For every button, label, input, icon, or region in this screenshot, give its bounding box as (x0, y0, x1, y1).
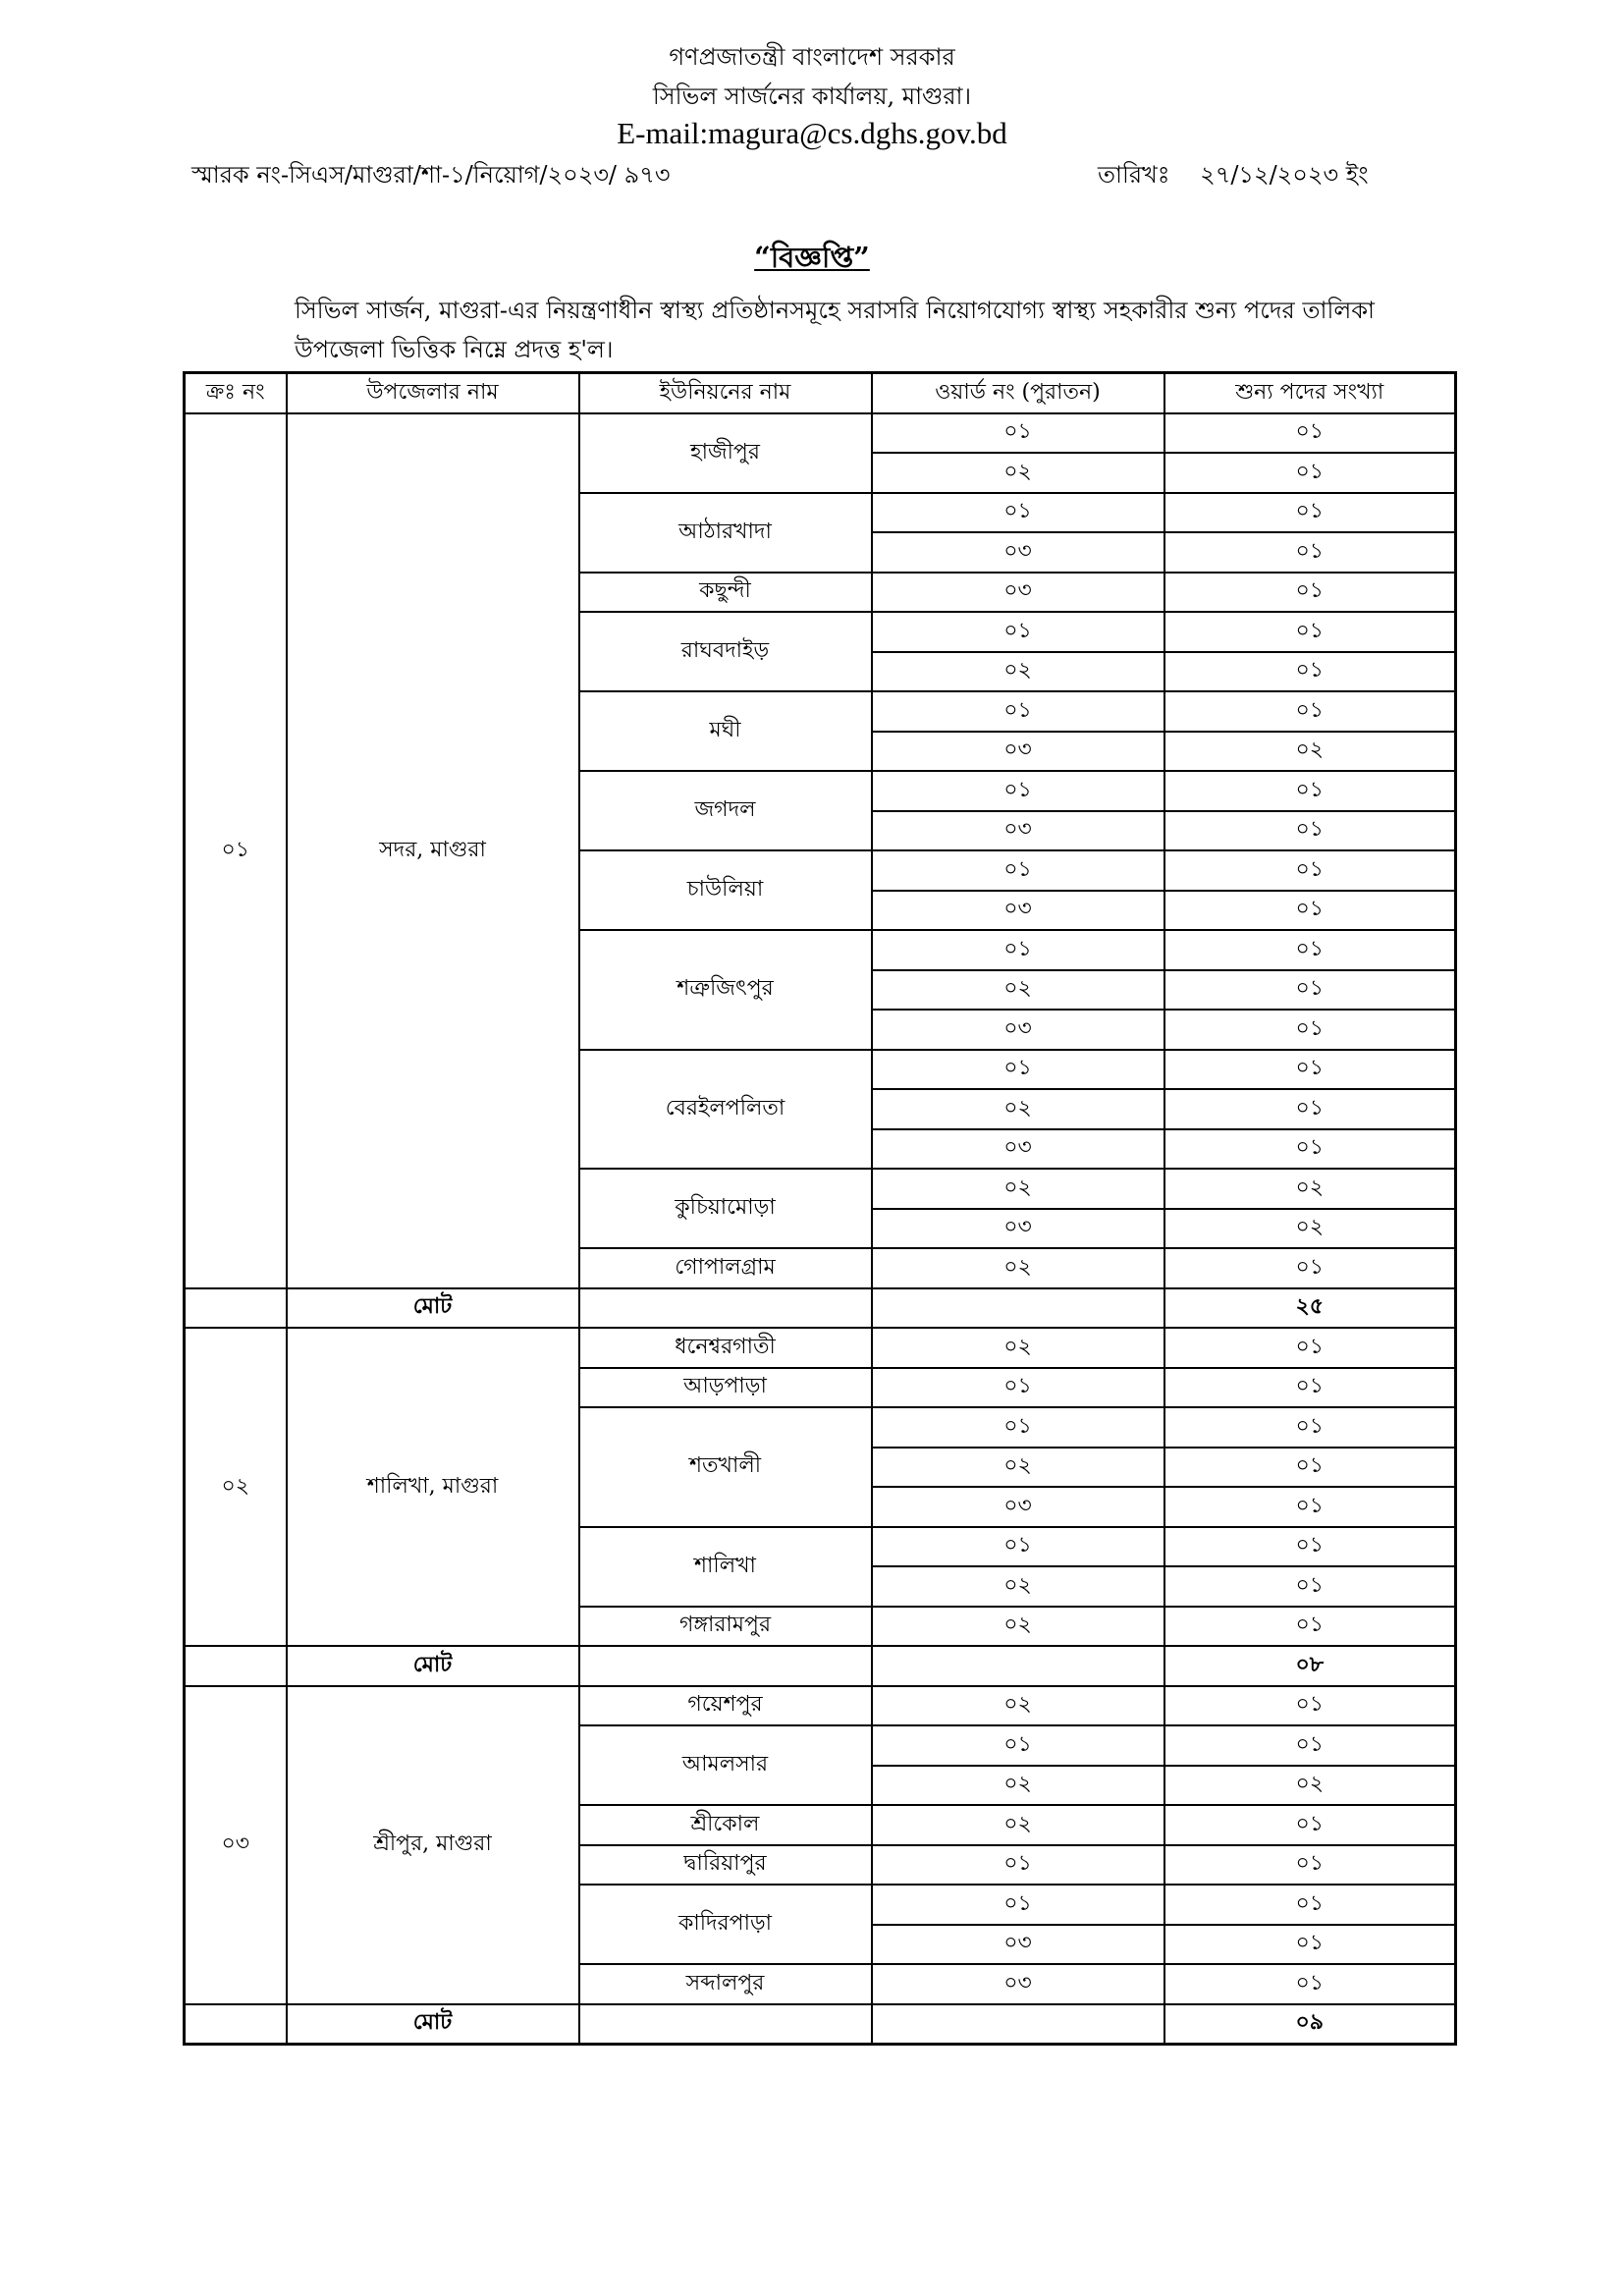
vacancy-cell: ০১ (1164, 1964, 1456, 2004)
vacancy-cell: ০১ (1164, 1725, 1456, 1766)
table-row (185, 413, 1456, 454)
ward-cell: ০১ (872, 1368, 1164, 1408)
vacancy-cell: ০১ (1164, 1566, 1456, 1607)
ward-cell: ০৩ (872, 1010, 1164, 1050)
union-cell: আড়পাড়া (579, 1368, 872, 1408)
total-empty-cell (185, 2004, 287, 2045)
ward-cell: ০১ (872, 691, 1164, 732)
vacancy-cell: ০১ (1164, 811, 1456, 851)
ward-cell: ০৩ (872, 1487, 1164, 1527)
vacancy-cell: ০১ (1164, 652, 1456, 692)
ward-cell: ০৩ (872, 1925, 1164, 1965)
table-row (185, 1328, 1456, 1368)
header-union: ইউনিয়নের নাম (579, 373, 872, 413)
ward-cell: ০২ (872, 1805, 1164, 1845)
government-name: গণপ্রজাতন্ত্রী বাংলাদেশ সরকার (669, 43, 955, 71)
header-ward: ওয়ার্ড নং (পুরাতন) (872, 373, 1164, 413)
union-cell: গোপালগ্রাম (579, 1248, 872, 1288)
ward-cell: ০২ (872, 1607, 1164, 1647)
ward-cell: ০১ (872, 930, 1164, 970)
issue-date: তারিখঃ ২৭/১২/২০২৩ ইং (1098, 161, 1369, 189)
total-row (185, 1646, 1456, 1686)
vacancy-cell: ০২ (1164, 1766, 1456, 1806)
upazila-cell: শালিখা, মাগুরা (287, 1328, 579, 1646)
union-cell: কছুন্দী (579, 573, 872, 613)
vacancy-cell: ০১ (1164, 493, 1456, 533)
upazila-cell: সদর, মাগুরা (287, 413, 579, 1288)
notice-title-text: “বিজ্ঞপ্তি” (754, 241, 870, 274)
union-cell: বেরইলপলিতা (579, 1050, 872, 1170)
total-label: মোট (287, 1646, 579, 1686)
vacancy-cell: ০১ (1164, 1607, 1456, 1647)
vacancy-cell: ০১ (1164, 771, 1456, 811)
vacancy-cell: ০১ (1164, 1925, 1456, 1965)
notice-paragraph: সিভিল সার্জন, মাগুরা-এর নিয়ন্ত্রণাধীন স্বাস্থ্য প্রতিষ্ঠানসমূহে সরাসরি নিয়োগযোগ্য স্বাস্থ্য সহকারীর শুন্য পদের তালিকা উপজেলা ভিত্তিক নিম্নে প্রদত্ত হ'ল। (295, 297, 1375, 363)
serial-cell: ০১ (185, 413, 287, 1288)
union-cell: গঙ্গারামপুর (579, 1607, 872, 1647)
total-empty-cell (872, 1646, 1164, 1686)
vacancy-cell: ০১ (1164, 1089, 1456, 1129)
union-cell: আঠারখাদা (579, 493, 872, 573)
ward-cell: ০১ (872, 850, 1164, 891)
ward-cell: ০২ (872, 1766, 1164, 1806)
vacancy-cell: ০১ (1164, 1368, 1456, 1408)
total-empty-cell (872, 2004, 1164, 2045)
ward-cell: ০২ (872, 1448, 1164, 1488)
total-empty-cell (872, 1288, 1164, 1329)
total-empty-cell (185, 1288, 287, 1329)
vacancy-cell: ০১ (1164, 453, 1456, 493)
vacancy-cell: ০১ (1164, 1527, 1456, 1567)
ward-cell: ০১ (872, 1050, 1164, 1090)
ward-cell: ০২ (872, 1328, 1164, 1368)
union-cell: সব্দালপুর (579, 1964, 872, 2004)
ward-cell: ০২ (872, 1248, 1164, 1288)
vacancy-cell: ০১ (1164, 1885, 1456, 1925)
vacancy-cell: ০১ (1164, 612, 1456, 652)
ward-cell: ০৩ (872, 891, 1164, 931)
vacancy-cell: ০১ (1164, 1686, 1456, 1726)
union-cell: শালিখা (579, 1527, 872, 1607)
header-upazila: উপজেলার নাম (287, 373, 579, 413)
union-cell: আমলসার (579, 1725, 872, 1805)
header-serial: ক্রঃ নং (185, 373, 287, 413)
vacancy-cell: ০১ (1164, 1487, 1456, 1527)
union-cell: চাউলিয়া (579, 850, 872, 930)
office-name: সিভিল সার্জনের কার্যালয়, মাগুরা। (652, 82, 972, 110)
total-row (185, 1288, 1456, 1329)
vacancy-table-body (185, 413, 1456, 2045)
ward-cell: ০৩ (872, 811, 1164, 851)
union-cell: শত্রুজিৎপুর (579, 930, 872, 1050)
total-label: মোট (287, 1288, 579, 1329)
upazila-cell: শ্রীপুর, মাগুরা (287, 1686, 579, 2004)
vacancy-cell: ০১ (1164, 1010, 1456, 1050)
ward-cell: ০৩ (872, 1209, 1164, 1249)
vacancy-cell: ০১ (1164, 691, 1456, 732)
total-empty-cell (579, 2004, 872, 2045)
vacancy-cell: ০১ (1164, 891, 1456, 931)
serial-cell: ০২ (185, 1328, 287, 1646)
vacancy-cell: ০২ (1164, 1169, 1456, 1209)
total-label: মোট (287, 2004, 579, 2045)
ward-cell: ০৩ (872, 573, 1164, 613)
vacancy-cell: ০১ (1164, 413, 1456, 454)
header-vacancies: শুন্য পদের সংখ্যা (1164, 373, 1456, 413)
ward-cell: ০৩ (872, 1129, 1164, 1170)
ward-cell: ০৩ (872, 732, 1164, 772)
vacancy-cell: ০১ (1164, 573, 1456, 613)
notice-title (0, 236, 1624, 284)
union-cell: কাদিরপাড়া (579, 1885, 872, 1964)
ward-cell: ০১ (872, 1845, 1164, 1886)
ward-cell: ০২ (872, 652, 1164, 692)
ward-cell: ০১ (872, 1527, 1164, 1567)
union-cell: মঘী (579, 691, 872, 771)
vacancy-cell: ০১ (1164, 1248, 1456, 1288)
total-value: ২৫ (1164, 1288, 1456, 1329)
ward-cell: ০২ (872, 1169, 1164, 1209)
ward-cell: ০২ (872, 453, 1164, 493)
ward-cell: ০১ (872, 1725, 1164, 1766)
union-cell: গয়েশপুর (579, 1686, 872, 1726)
total-empty-cell (185, 1646, 287, 1686)
ward-cell: ০২ (872, 1566, 1164, 1607)
vacancy-cell: ০১ (1164, 1805, 1456, 1845)
union-cell: শ্রীকোল (579, 1805, 872, 1845)
vacancy-cell: ০১ (1164, 1448, 1456, 1488)
union-cell: কুচিয়ামোড়া (579, 1169, 872, 1248)
vacancy-cell: ০২ (1164, 1209, 1456, 1249)
memo-number: স্মারক নং-সিএস/মাগুরা/শা-১/নিয়োগ/২০২৩/ ৯৭৩ (191, 161, 671, 189)
ward-cell: ০৩ (872, 1964, 1164, 2004)
ward-cell: ০১ (872, 1885, 1164, 1925)
vacancy-cell: ০১ (1164, 1050, 1456, 1090)
ward-cell: ০১ (872, 413, 1164, 454)
ward-cell: ০২ (872, 1686, 1164, 1726)
total-empty-cell (579, 1288, 872, 1329)
table-header-row (185, 373, 1456, 413)
office-email: E-mail:magura@cs.dghs.gov.bd (617, 116, 1007, 150)
ward-cell: ০৩ (872, 532, 1164, 573)
table-row (185, 1686, 1456, 1726)
serial-cell: ০৩ (185, 1686, 287, 2004)
ward-cell: ০১ (872, 1407, 1164, 1448)
union-cell: হাজীপুর (579, 413, 872, 493)
union-cell: জগদল (579, 771, 872, 850)
vacancy-cell: ০১ (1164, 970, 1456, 1011)
total-value: ০৮ (1164, 1646, 1456, 1686)
ward-cell: ০১ (872, 771, 1164, 811)
total-row (185, 2004, 1456, 2045)
ward-cell: ০২ (872, 970, 1164, 1011)
vacancy-cell: ০১ (1164, 850, 1456, 891)
vacancy-cell: ০১ (1164, 1407, 1456, 1448)
union-cell: রাঘবদাইড় (579, 612, 872, 691)
vacancy-cell: ০২ (1164, 732, 1456, 772)
vacancy-cell: ০১ (1164, 930, 1456, 970)
total-empty-cell (579, 1646, 872, 1686)
ward-cell: ০১ (872, 612, 1164, 652)
vacancy-cell: ০১ (1164, 1845, 1456, 1886)
ward-cell: ০২ (872, 1089, 1164, 1129)
vacancy-cell: ০১ (1164, 532, 1456, 573)
union-cell: শতখালী (579, 1407, 872, 1527)
vacancy-cell: ০১ (1164, 1129, 1456, 1170)
vacancy-cell: ০১ (1164, 1328, 1456, 1368)
total-value: ০৯ (1164, 2004, 1456, 2045)
union-cell: দ্বারিয়াপুর (579, 1845, 872, 1886)
ward-cell: ০১ (872, 493, 1164, 533)
vacancy-table (183, 371, 1457, 2046)
union-cell: ধনেশ্বরগাতী (579, 1328, 872, 1368)
